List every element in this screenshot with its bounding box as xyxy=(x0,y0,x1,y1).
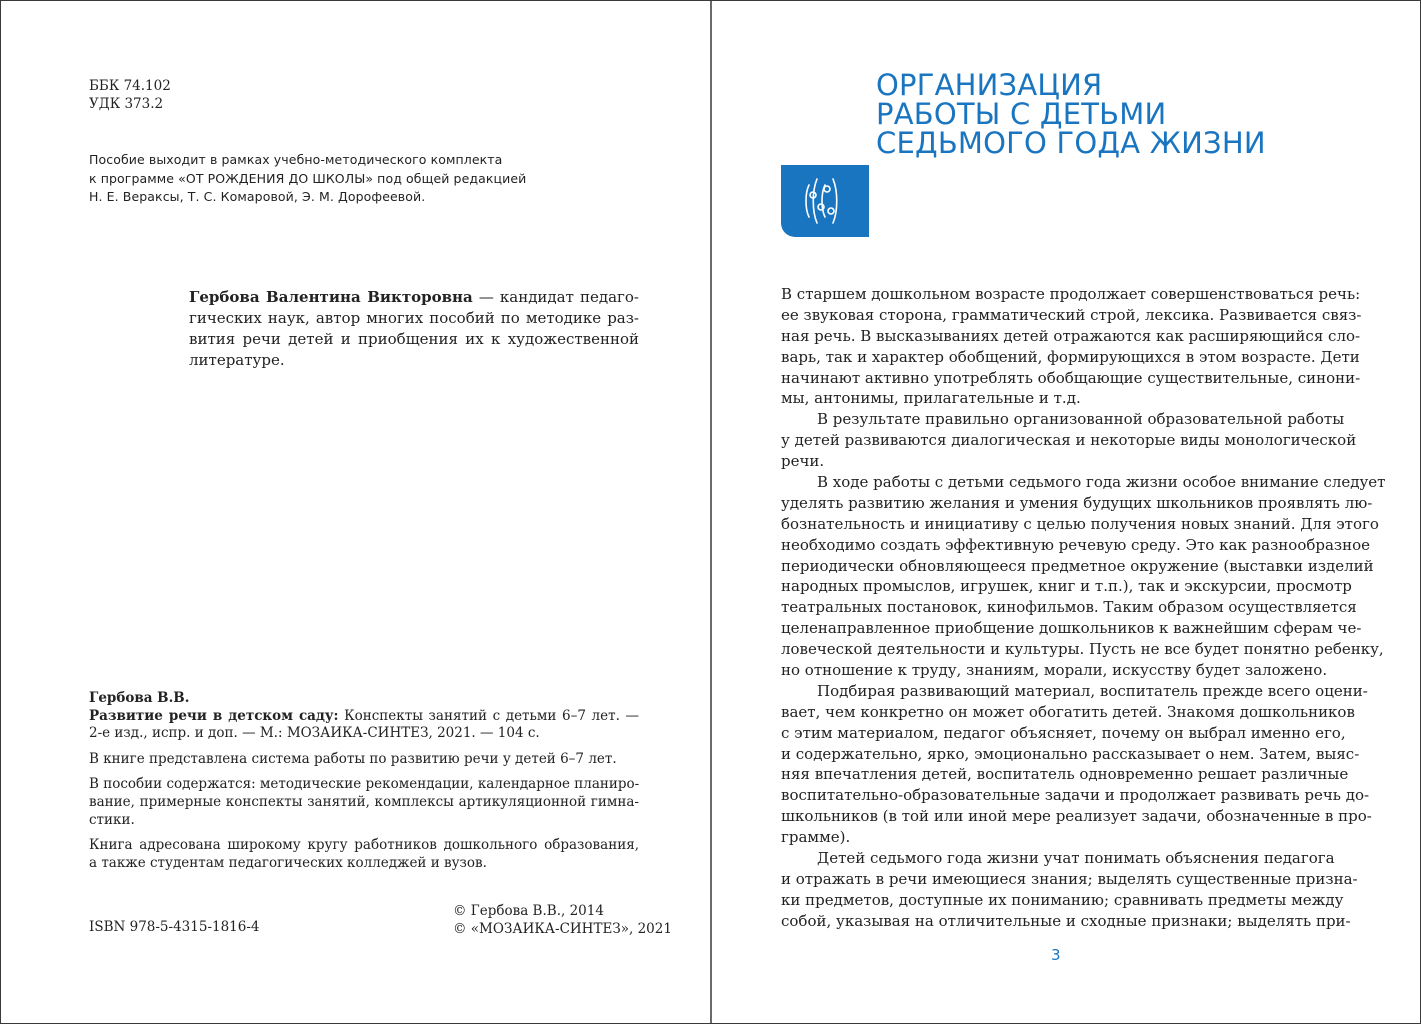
body-line: няя впечатления детей, воспитатель одновременно решает различные xyxy=(781,765,1349,784)
isbn: ISBN 978-5-4315-1816-4 xyxy=(89,919,260,935)
body-line: начинают активно употреблять обобщающие существительные, синони- xyxy=(781,368,1361,387)
imprint-contents-line: вание, примерные конспекты занятий, комплексы артикуляционной гимна- xyxy=(89,793,639,810)
author-bio-line xyxy=(189,287,639,308)
imprint-book-title: Развитие речи в детском саду: xyxy=(89,707,339,724)
body-line: мы, антонимы, прилагательные и т.д. xyxy=(781,389,1081,408)
chapter-title-line: РАБОТЫ С ДЕТЬМИ xyxy=(876,97,1167,131)
body-line: ная речь. В высказываниях детей отражаются как расширяющийся сло- xyxy=(781,326,1361,345)
body-line: ки предметов, доступные их пониманию; сравнивать предметы между xyxy=(781,890,1344,909)
imprint-edition: 2-е изд., испр. и доп. — М.: МОЗАИКА-СИНТЕЗ, 2021. — 104 с. xyxy=(89,725,540,742)
author-name: Гербова Валентина Викторовна xyxy=(189,288,473,306)
imprint-title-line xyxy=(89,708,639,726)
body-line: народных промыслов, игрушек, книг и т.п.), так и экскурсии, просмотр xyxy=(781,577,1352,596)
author-bio xyxy=(189,287,639,371)
body-line: театральных постановок, кинофильмов. Таким образом осуществляется xyxy=(781,598,1357,617)
body-line: уделять развитию желания и умения будущих школьников проявлять лю- xyxy=(781,493,1373,512)
body-line: и отражать в речи имеющиеся знания; выделять существенные призна- xyxy=(781,869,1358,888)
body-line: Детей седьмого года жизни учат понимать объяснения педагога xyxy=(817,849,1335,868)
bibliographic-imprint xyxy=(89,690,639,872)
body-line: целенаправленное приобщение дошкольников к важнейшим сферам че- xyxy=(781,619,1362,638)
bbk-code: ББК 74.102 xyxy=(89,78,171,94)
imprint-author xyxy=(89,690,639,708)
body-line: периодически обновляющееся предметное окружение (выставки изделий xyxy=(781,556,1374,575)
imprint-contents-line: В пособии содержатся: методические рекомендации, календарное планиро- xyxy=(89,776,640,793)
body-line: В результате правильно организованной образовательной работы xyxy=(817,410,1345,429)
speech-development-icon xyxy=(781,165,869,237)
gutter-divider xyxy=(710,1,712,1023)
imprint-audience-line: Книга адресована широкому кругу работников дошкольного образования, xyxy=(89,837,639,854)
series-note xyxy=(89,151,526,207)
body-line: грамме). xyxy=(781,828,851,847)
body-line: собой, указывая на отличительные и сходные признаки; выделять при- xyxy=(781,911,1351,930)
body-line: В старшем дошкольном возрасте продолжает совершенствоваться речь: xyxy=(781,285,1361,303)
chapter-title xyxy=(876,68,1266,160)
body-line: варь, так и характер обобщений, формирующихся в этом возрасте. Дети xyxy=(781,347,1360,366)
body-line: с этим материалом, педагог объясняет, почему он выбрал именно его, xyxy=(781,723,1346,742)
body-line: бознательность и инициативу с целью получения новых знаний. Для этого xyxy=(781,514,1379,533)
page-number: 3 xyxy=(1051,946,1061,964)
imprint-subtitle: Конспекты занятий с детьми 6–7 лет. — xyxy=(338,707,639,724)
chapter-title-line: ОРГАНИЗАЦИЯ xyxy=(876,68,1103,102)
classification-codes xyxy=(89,77,171,113)
body-line: ее звуковая сторона, грамматический строй, лексика. Развивается связ- xyxy=(781,305,1362,324)
author-bio-line: литературе. xyxy=(189,351,285,369)
imprint-summary-line: В книге представлена система работы по развитию речи у детей 6–7 лет. xyxy=(89,750,617,767)
author-bio-text: — кандидат педаго- xyxy=(472,288,639,306)
body-line: вает, чем конкретно он может обогатить детей. Знакомя дошкольников xyxy=(781,702,1355,721)
body-line: у детей развиваются диалогическая и некоторые виды монологической xyxy=(781,431,1357,450)
body-line: но отношение к труду, знаниям, морали, искусству будет заложено. xyxy=(781,661,1328,680)
imprint-audience-line: а также студентам педагогических колледжей и вузов. xyxy=(89,854,487,871)
body-line: ловеческой деятельности и культуры. Пусть не все будет понятно ребенку, xyxy=(781,640,1384,659)
body-line: речи. xyxy=(781,452,825,471)
series-note-line: к программе «ОТ РОЖДЕНИЯ ДО ШКОЛЫ» под общей редакцией xyxy=(89,170,527,186)
series-note-line: Пособие выходит в рамках учебно-методического комплекта xyxy=(89,152,503,167)
udk-code: УДК 373.2 xyxy=(89,96,164,112)
copyright-block xyxy=(453,902,672,938)
author-bio-line: вития речи детей и приобщения их к художественной xyxy=(189,330,639,348)
author-bio-line: гических наук, автор многих пособий по методике раз- xyxy=(189,309,639,327)
imprint-contents-line: стики. xyxy=(89,811,135,828)
chapter-body xyxy=(781,284,1386,932)
copyright-line: © Гербова В.В., 2014 xyxy=(453,903,604,919)
chapter-icon-block xyxy=(781,165,869,237)
series-note-line: Н. Е. Вераксы, Т. С. Комаровой, Э. М. Дорофеевой. xyxy=(89,189,426,204)
body-line: воспитательно-образовательные задачи и продолжает развивать речь до- xyxy=(781,786,1370,805)
copyright-line: © «МОЗАИКА-СИНТЕЗ», 2021 xyxy=(453,921,672,937)
body-line: и содержательно, ярко, эмоционально рассказывает о нем. Затем, выяс- xyxy=(781,744,1360,763)
body-line: школьников (в той или иной мере реализует задачи, обозначенные в про- xyxy=(781,807,1372,826)
body-line: Подбирая развивающий материал, воспитатель прежде всего оцени- xyxy=(817,681,1368,700)
body-line: необходимо создать эффективную речевую среду. Это как разнообразное xyxy=(781,535,1371,554)
body-line: В ходе работы с детьми седьмого года жизни особое внимание следует xyxy=(817,473,1386,492)
imprint-author-name: Гербова В.В. xyxy=(89,690,190,706)
chapter-title-line: СЕДЬМОГО ГОДА ЖИЗНИ xyxy=(876,126,1266,160)
